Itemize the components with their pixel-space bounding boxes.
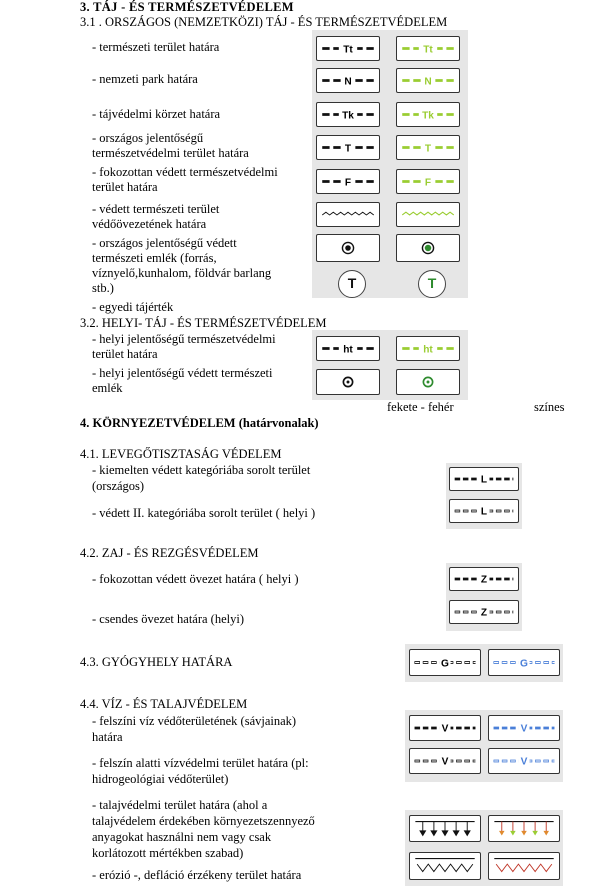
item-label: talajvédelem érdekében környezetszennyező bbox=[92, 814, 315, 828]
section-4-title: 4. KÖRNYEZETVÉDELEM (határvonalak) bbox=[80, 416, 319, 430]
z-line-protected bbox=[449, 567, 519, 591]
soil-protection-line-bw bbox=[409, 815, 481, 842]
natural-monument-bw bbox=[316, 234, 380, 262]
t-line-bw bbox=[316, 135, 380, 160]
landscape-value-icon-color: T bbox=[418, 270, 446, 298]
item-label: - országos jelentőségű védett bbox=[92, 236, 237, 250]
section-4-2-title: 4.2. ZAJ - ÉS REZGÉSVÉDELEM bbox=[80, 546, 259, 560]
item-label: (országos) bbox=[92, 479, 145, 493]
item-label: - felszíni víz védőterületének (sávjainak) bbox=[92, 714, 297, 728]
f-code: F bbox=[344, 177, 352, 189]
f-line-color bbox=[396, 169, 460, 194]
item-label: víznyelő,kunhalom, földvár barlang bbox=[92, 266, 272, 280]
tk-code: Tk bbox=[342, 110, 354, 122]
z-line-quiet bbox=[449, 600, 519, 624]
item-label: - védett II. kategóriába sorolt terület ( helyi ) bbox=[92, 506, 316, 520]
tk-code: Tk bbox=[422, 110, 434, 122]
v-code: V bbox=[520, 723, 528, 735]
local-monument-bw bbox=[316, 369, 380, 395]
section-3-title: 3. TÁJ - ÉS TERMÉSZETVÉDELEM bbox=[80, 0, 294, 14]
landscape-value-icon-bw: T bbox=[338, 270, 366, 298]
item-label: - csendes övezet határa (helyi) bbox=[92, 612, 245, 626]
buffer-zone-line-color bbox=[396, 202, 460, 227]
item-label: anyagokat használni nem vagy csak bbox=[92, 830, 272, 844]
tk-line-bw bbox=[316, 102, 380, 127]
t-line-color bbox=[396, 135, 460, 160]
buffer-zone-line-bw bbox=[316, 202, 380, 227]
label-black-white: fekete - fehér bbox=[387, 400, 454, 414]
item-label: - kiemelten védett kategóriába sorolt terület bbox=[92, 463, 311, 477]
tt-code: Tt bbox=[423, 44, 433, 56]
item-label: - védett természeti terület bbox=[92, 202, 220, 216]
v-line-surface-color bbox=[488, 715, 560, 741]
item-label: emlék bbox=[92, 381, 123, 395]
n-line-color bbox=[396, 68, 460, 93]
item-label: - talajvédelmi terület határa (ahol a bbox=[92, 798, 268, 812]
section-3-2-title: 3.2. HELYI- TÁJ - ÉS TERMÉSZETVÉDELEM bbox=[80, 316, 327, 330]
section-4-3-title: 4.3. GYÓGYHELY HATÁRA bbox=[80, 655, 233, 669]
item-label: korlátozott mértékben szabad) bbox=[92, 846, 244, 860]
v-code: V bbox=[441, 723, 449, 735]
z-code: Z bbox=[480, 574, 488, 586]
g-code: G bbox=[441, 658, 449, 670]
item-label: - fokozottan védett természetvédelmi bbox=[92, 165, 278, 179]
l-code: L bbox=[480, 506, 488, 518]
z-code: Z bbox=[480, 607, 488, 619]
tk-line-color bbox=[396, 102, 460, 127]
label-color: színes bbox=[534, 400, 565, 414]
tt-line-bw bbox=[316, 36, 380, 61]
erosion-line-bw bbox=[409, 852, 481, 880]
f-code: F bbox=[424, 177, 432, 189]
ht-code: ht bbox=[343, 344, 353, 356]
item-label: - fokozottan védett övezet határa ( helyi ) bbox=[92, 572, 299, 586]
section-4-4-title: 4.4. VÍZ - ÉS TALAJVÉDELEM bbox=[80, 697, 248, 711]
erosion-line-color bbox=[488, 852, 560, 880]
item-label: - helyi jelentőségű természetvédelmi bbox=[92, 332, 276, 346]
t-code: T bbox=[424, 143, 432, 155]
item-label: - egyedi tájérték bbox=[92, 300, 174, 314]
item-label: - helyi jelentőségű védett természeti bbox=[92, 366, 273, 380]
soil-protection-line-color bbox=[488, 815, 560, 842]
item-label: védőövezetének határa bbox=[92, 217, 207, 231]
v-line-ground-bw bbox=[409, 748, 481, 774]
l-line-local bbox=[449, 499, 519, 523]
l-line-national bbox=[449, 467, 519, 491]
g-line-color bbox=[488, 649, 560, 676]
v-code: V bbox=[520, 756, 528, 768]
section-3-1-title: 3.1 . ORSZÁGOS (NEMZETKÖZI) TÁJ - ÉS TERMÉSZETVÉDELEM bbox=[80, 15, 448, 29]
item-label: határa bbox=[92, 730, 123, 744]
item-label: terület határa bbox=[92, 180, 158, 194]
item-label: természeti emlék (forrás, bbox=[92, 251, 217, 265]
t-code: T bbox=[344, 143, 352, 155]
ht-line-bw bbox=[316, 336, 380, 361]
l-code: L bbox=[480, 474, 488, 486]
item-label: - erózió -, defláció érzékeny terület határa bbox=[92, 868, 302, 882]
g-line-bw bbox=[409, 649, 481, 676]
v-line-surface-bw bbox=[409, 715, 481, 741]
tt-code: Tt bbox=[343, 44, 353, 56]
item-label: hidrogeológiai védőterület) bbox=[92, 772, 229, 786]
ht-line-color bbox=[396, 336, 460, 361]
item-label: - országos jelentőségű bbox=[92, 131, 204, 145]
n-code: N bbox=[344, 76, 352, 88]
item-label: természetvédelmi terület határa bbox=[92, 146, 249, 160]
ht-code: ht bbox=[423, 344, 433, 356]
n-line-bw bbox=[316, 68, 380, 93]
item-label: - tájvédelmi körzet határa bbox=[92, 107, 221, 121]
item-label: - felszín alatti vízvédelmi terület határa (pl: bbox=[92, 756, 309, 770]
item-label: - természeti terület határa bbox=[92, 40, 220, 54]
g-code: G bbox=[520, 658, 528, 670]
n-code: N bbox=[424, 76, 432, 88]
v-line-ground-color bbox=[488, 748, 560, 774]
tt-line-color bbox=[396, 36, 460, 61]
f-line-bw bbox=[316, 169, 380, 194]
item-label: terület határa bbox=[92, 347, 158, 361]
section-4-1-title: 4.1. LEVEGŐTISZTASÁG VÉDELEM bbox=[80, 447, 282, 461]
item-label: stb.) bbox=[92, 281, 114, 295]
natural-monument-color bbox=[396, 234, 460, 262]
local-monument-color bbox=[396, 369, 460, 395]
v-code: V bbox=[441, 756, 449, 768]
item-label: - nemzeti park határa bbox=[92, 72, 198, 86]
